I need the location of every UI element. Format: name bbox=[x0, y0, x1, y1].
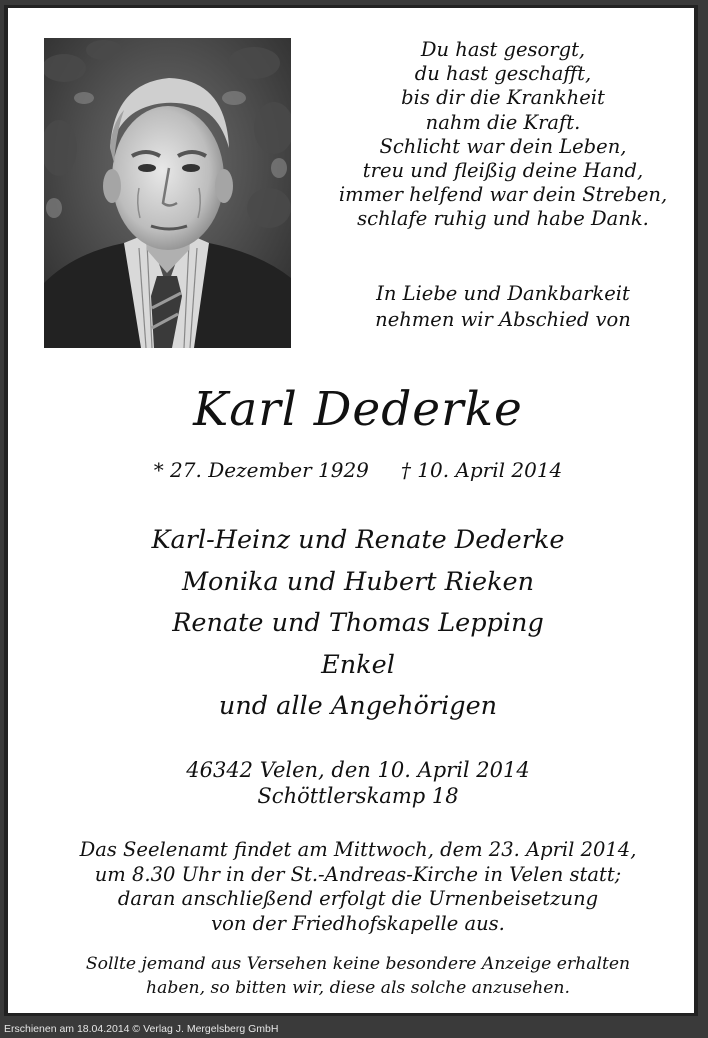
poem-line: bis dir die Krankheit bbox=[401, 86, 605, 110]
poem-line: schlafe ruhig und habe Dank. bbox=[357, 207, 649, 231]
poem bbox=[308, 38, 698, 232]
mourner-line: Enkel bbox=[321, 649, 395, 680]
publication-footer: Erschienen am 18.04.2014 © Verlag J. Mergelsberg GmbH bbox=[0, 1020, 708, 1038]
farewell-intro bbox=[308, 281, 698, 333]
poem-line: Du hast gesorgt, bbox=[420, 38, 586, 61]
death-notice bbox=[4, 5, 698, 1016]
service-line: um 8.30 Uhr in der St.-Andreas-Kirche in Velen statt; bbox=[94, 862, 622, 886]
birth-date: * 27. Dezember 1929 bbox=[153, 458, 369, 482]
service-line: von der Friedhofskapelle aus. bbox=[211, 911, 505, 935]
place-date: 46342 Velen, den 10. April 2014 bbox=[186, 758, 530, 782]
death-date: † 10. April 2014 bbox=[400, 458, 563, 482]
mourner-line: und alle Angehörigen bbox=[218, 691, 498, 721]
mourners-list bbox=[8, 520, 708, 728]
mourner-line: Renate und Thomas Lepping bbox=[172, 608, 544, 638]
note-line: Sollte jemand aus Versehen keine besondere Anzeige erhalten bbox=[85, 954, 631, 974]
intro-line: nehmen wir Abschied von bbox=[375, 308, 631, 331]
mourner-line: Monika und Hubert Rieken bbox=[181, 566, 535, 597]
poem-line: Schlicht war dein Leben, bbox=[379, 134, 627, 158]
closing-note bbox=[8, 952, 708, 1000]
portrait-image bbox=[44, 38, 291, 348]
service-line: Das Seelenamt findet am Mittwoch, dem 23. April 2014, bbox=[79, 838, 637, 861]
service-details bbox=[8, 838, 708, 936]
life-dates bbox=[8, 457, 708, 483]
poem-line: du hast geschafft, bbox=[414, 62, 592, 86]
deceased-name: Karl Dederke bbox=[193, 382, 523, 437]
poem-line: nahm die Kraft. bbox=[425, 110, 581, 134]
mourner-line: Karl-Heinz und Renate Dederke bbox=[151, 525, 565, 555]
poem-line: immer helfend war dein Streben, bbox=[338, 183, 668, 207]
service-line: daran anschließend erfolgt die Urnenbeisetzung bbox=[117, 887, 599, 910]
note-line: haben, so bitten wir, diese als solche anzusehen. bbox=[146, 978, 570, 998]
portrait-photo bbox=[44, 38, 291, 348]
poem-line: treu und fleißig deine Hand, bbox=[362, 159, 644, 183]
intro-line: In Liebe und Dankbarkeit bbox=[376, 282, 630, 305]
street-address: Schöttlerskamp 18 bbox=[257, 784, 459, 808]
place-and-address bbox=[8, 757, 708, 809]
